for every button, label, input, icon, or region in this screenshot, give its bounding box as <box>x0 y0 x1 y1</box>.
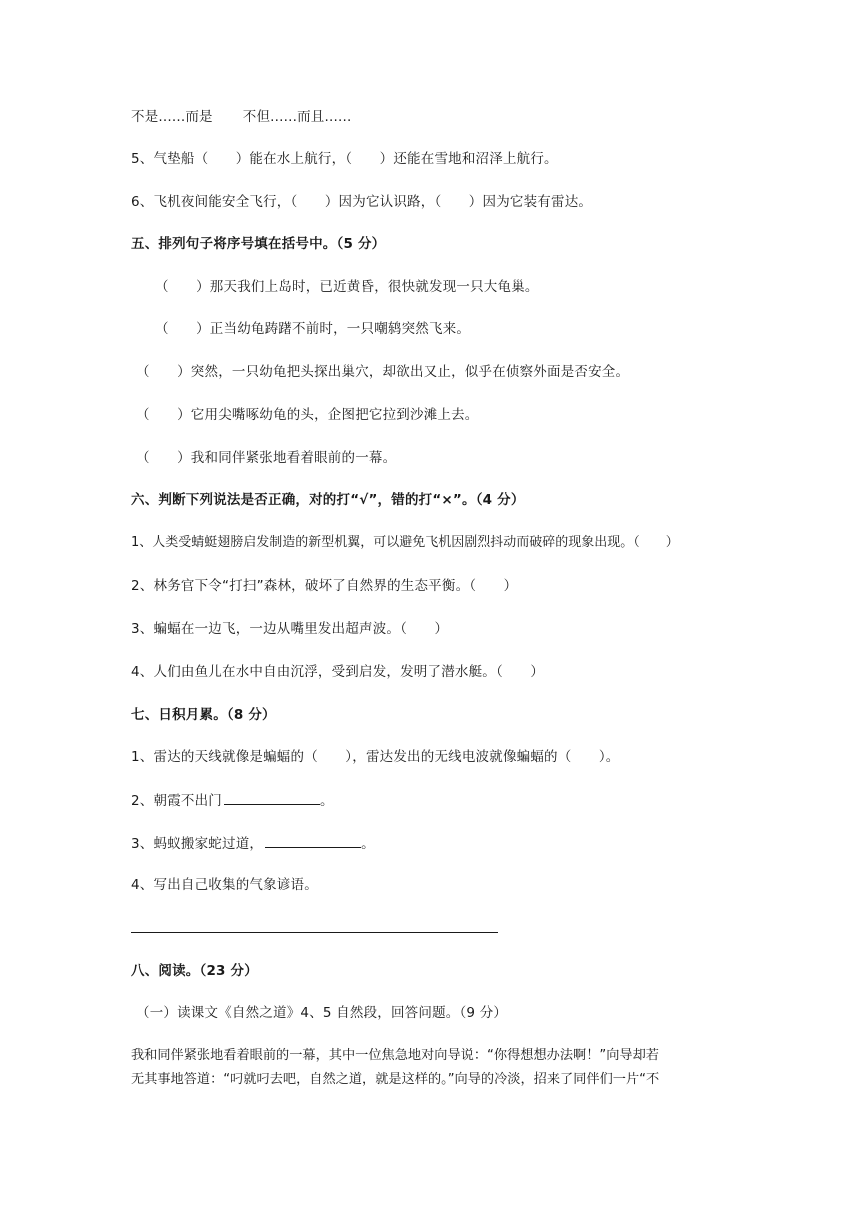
proverb-3-text: 3、蚂蚁搬家蛇过道， <box>131 836 264 852</box>
conjunction-options <box>131 108 351 126</box>
judge-item-4: 4、人们由鱼儿在水中自由沉浮，受到启发，发明了潜水艇。（ ） <box>131 664 545 680</box>
question-5-text: 5、气垫船（ ）能在水上航行，（ ）还能在雪地和沼泽上航行。 <box>131 151 558 167</box>
accumulate-item-4: 4、写出自己收集的气象谚语。 <box>131 877 318 893</box>
proverb-2-blank[interactable] <box>224 791 320 805</box>
proverb-3-blank[interactable] <box>265 834 361 848</box>
section-8-heading: 八、阅读。（23 分） <box>131 963 258 979</box>
accumulate-item-3 <box>131 834 375 853</box>
section-7-heading: 七、日积月累。（8 分） <box>131 707 276 723</box>
section-6-heading: 六、判断下列说法是否正确，对的打“√”，错的打“×”。（4 分） <box>131 492 525 508</box>
order-sentence-3: （ ）突然，一只幼龟把头探出巢穴，却欲出又止，似乎在侦察外面是否安全。 <box>136 364 630 380</box>
accumulate-item-2 <box>131 791 334 810</box>
judge-item-1: 1、人类受蜻蜓翅膀启发制造的新型机翼，可以避免飞机因剧烈抖动而破碎的现象出现。（ ） <box>131 535 679 550</box>
judge-item-2: 2、林务官下令“打扫”森林，破坏了自然界的生态平衡。（ ） <box>131 578 518 594</box>
answer-line[interactable] <box>131 932 498 933</box>
accumulate-item-1: 1、雷达的天线就像是蝙蝠的（ ），雷达发出的无线电波就像蝙蝠的（ ）。 <box>131 749 620 765</box>
judge-item-3: 3、蝙蝠在一边飞，一边从嘴里发出超声波。（ ） <box>131 621 449 637</box>
proverb-2-text: 2、朝霞不出门 <box>131 793 222 809</box>
order-sentence-2: （ ）正当幼龟踌躇不前时，一只嘲鸫突然飞来。 <box>155 321 471 337</box>
section-5-heading: 五、排列句子将序号填在括号中。（5 分） <box>131 236 386 252</box>
reading-part-1-instruction: （一）读课文《自然之道》4、5 自然段，回答问题。（9 分） <box>136 1005 508 1021</box>
proverb-3-end: 。 <box>361 836 375 852</box>
question-6-text: 6、飞机夜间能安全飞行，（ ）因为它认识路，（ ）因为它装有雷达。 <box>131 194 593 210</box>
proverb-2-end: 。 <box>320 793 334 809</box>
order-sentence-1: （ ）那天我们上岛时，已近黄昏，很快就发现一只大龟巢。 <box>155 279 539 295</box>
order-sentence-4: （ ）它用尖嘴啄幼龟的头，企图把它拉到沙滩上去。 <box>136 407 479 423</box>
order-sentence-5: （ ）我和同伴紧张地看着眼前的一幕。 <box>136 450 397 466</box>
option-bushi-ershi: 不是......而是 <box>131 109 213 125</box>
passage-line-2: 无其事地答道：“叼就叼去吧，自然之道，就是这样的。”向导的冷淡，招来了同伴们一片“不 <box>131 1072 660 1087</box>
passage-line-1: 我和同伴紧张地看着眼前的一幕，其中一位焦急地对向导说：“你得想想办法啊！”向导却若 <box>131 1048 659 1063</box>
option-budan-erqie: 不但......而且...... <box>242 109 352 125</box>
